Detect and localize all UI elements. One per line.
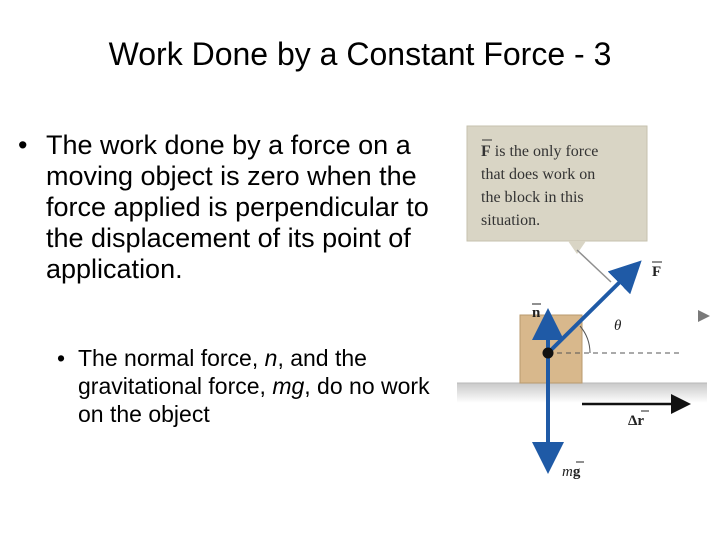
bullet-dot: • <box>18 130 28 160</box>
callout-pointer <box>568 241 586 254</box>
callout-line-2: that does work on <box>481 166 596 183</box>
label-force: F <box>652 264 662 280</box>
callout-leader-line <box>577 250 611 282</box>
label-normal: n <box>532 305 541 321</box>
applied-force-vector <box>548 266 636 353</box>
label-displacement: Δr <box>628 413 645 429</box>
work-diagram <box>452 120 720 500</box>
work-diagram-svg <box>452 120 720 500</box>
label-angle: θ <box>614 318 622 334</box>
point-of-application <box>543 348 554 359</box>
callout-line-3: the block in this <box>481 189 584 206</box>
label-weight: mg <box>562 464 581 480</box>
bullet-sub-text: The normal force, n, and the gravitational force, mg, do no work on the object <box>78 345 430 427</box>
callout-line-4: situation. <box>481 212 541 229</box>
slide-title: Work Done by a Constant Force - 3 <box>108 36 612 72</box>
bullet-sub-dot: • <box>57 345 66 371</box>
callout-line-1: F is the only force <box>481 143 599 160</box>
bullet-main-text: The work done by a force on a moving object is zero when the force applied is perpendicular to the displacement of its point of application. <box>46 130 429 284</box>
motion-arrow-head <box>698 310 710 322</box>
floor <box>457 383 707 403</box>
